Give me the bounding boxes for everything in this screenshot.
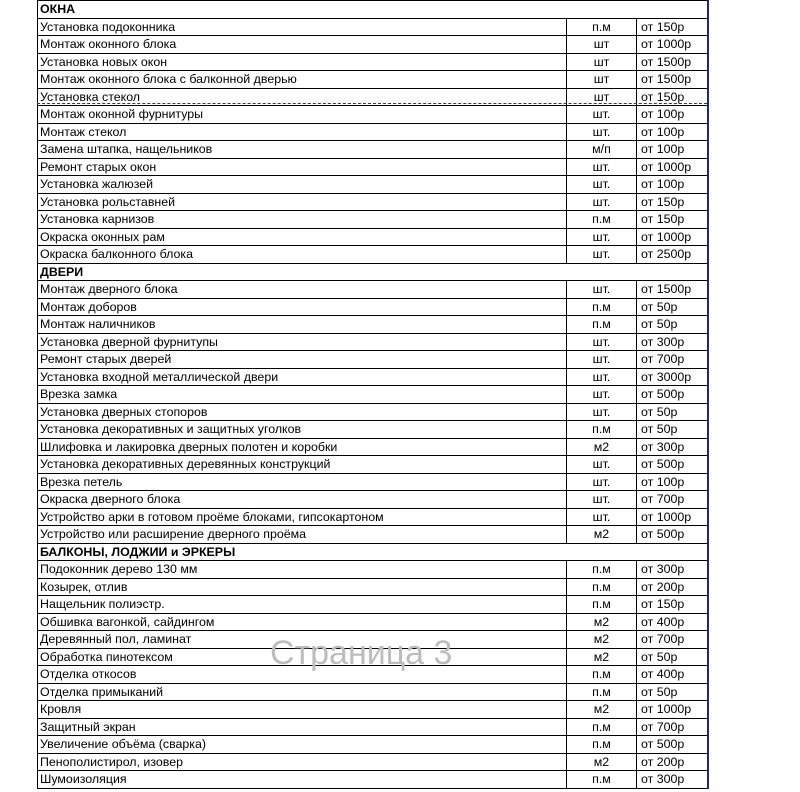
service-name-cell: Обработка пинотексом: [38, 648, 567, 666]
table-row: [38, 351, 708, 369]
price-cell: от 500р: [637, 386, 708, 404]
table-row: [38, 71, 708, 89]
unit-cell: п.м: [567, 211, 637, 229]
service-name-cell: Ремонт старых дверей: [38, 351, 567, 369]
service-name-cell: Монтаж стекол: [38, 123, 567, 141]
table-row: [38, 508, 708, 526]
unit-cell: п.м: [567, 421, 637, 439]
price-cell: от 300р: [637, 771, 708, 789]
section-title: ОКНА: [38, 1, 708, 19]
table-row: [38, 176, 708, 194]
unit-cell: м2: [567, 701, 637, 719]
price-table: [37, 0, 709, 789]
unit-cell: п.м: [567, 683, 637, 701]
unit-cell: п.м: [567, 578, 637, 596]
price-cell: от 50р: [637, 421, 708, 439]
price-cell: от 1500р: [637, 281, 708, 299]
service-name-cell: Установка новых окон: [38, 53, 567, 71]
price-cell: от 50р: [637, 648, 708, 666]
table-row: [38, 631, 708, 649]
price-cell: от 700р: [637, 718, 708, 736]
table-row: [38, 403, 708, 421]
service-name-cell: Шумоизоляция: [38, 771, 567, 789]
table-row: [38, 491, 708, 509]
page-watermark: Страница 3: [270, 634, 453, 672]
price-cell: от 700р: [637, 351, 708, 369]
table-row: [38, 193, 708, 211]
service-name-cell: Установка декоративных деревянных конструкций: [38, 456, 567, 474]
service-name-cell: Отделка примыканий: [38, 683, 567, 701]
unit-cell: м2: [567, 631, 637, 649]
section-title: БАЛКОНЫ, ЛОДЖИИ и ЭРКЕРЫ: [38, 543, 708, 561]
service-name-cell: Установка входной металлической двери: [38, 368, 567, 386]
service-name-cell: Подоконник дерево 130 мм: [38, 561, 567, 579]
price-cell: от 1500р: [637, 71, 708, 89]
section-header-row: [38, 263, 708, 281]
unit-cell: м2: [567, 753, 637, 771]
unit-cell: м2: [567, 613, 637, 631]
table-row: [38, 211, 708, 229]
table-row: [38, 683, 708, 701]
price-cell: от 100р: [637, 141, 708, 159]
table-row: [38, 158, 708, 176]
unit-cell: шт: [567, 36, 637, 54]
section-title: ДВЕРИ: [38, 263, 708, 281]
service-name-cell: Нащельник полиэстр.: [38, 596, 567, 614]
table-row: [38, 771, 708, 789]
service-name-cell: Окраска балконного блока: [38, 246, 567, 264]
service-name-cell: Окраска дверного блока: [38, 491, 567, 509]
service-name-cell: Увеличение объёма (сварка): [38, 736, 567, 754]
table-row: [38, 281, 708, 299]
service-name-cell: Установка стекол: [38, 88, 567, 106]
price-cell: от 3000р: [637, 368, 708, 386]
price-cell: от 50р: [637, 316, 708, 334]
table-row: [38, 561, 708, 579]
price-cell: от 150р: [637, 211, 708, 229]
price-cell: от 150р: [637, 18, 708, 36]
service-name-cell: Установка дверных стопоров: [38, 403, 567, 421]
service-name-cell: Устройство арки в готовом проёме блоками, гипсокартоном: [38, 508, 567, 526]
table-row: [38, 578, 708, 596]
unit-cell: шт.: [567, 246, 637, 264]
price-cell: от 1000р: [637, 36, 708, 54]
table-row: [38, 53, 708, 71]
service-name-cell: Обшивка вагонкой, сайдингом: [38, 613, 567, 631]
unit-cell: шт.: [567, 158, 637, 176]
section-header-row: [38, 543, 708, 561]
table-row: [38, 123, 708, 141]
price-cell: от 500р: [637, 456, 708, 474]
unit-cell: шт: [567, 53, 637, 71]
table-row: [38, 386, 708, 404]
table-row: [38, 526, 708, 544]
unit-cell: п.м: [567, 298, 637, 316]
price-cell: от 400р: [637, 666, 708, 684]
price-cell: от 100р: [637, 176, 708, 194]
service-name-cell: Деревянный пол, ламинат: [38, 631, 567, 649]
service-name-cell: Шлифовка и лакировка дверных полотен и коробки: [38, 438, 567, 456]
service-name-cell: Козырек, отлив: [38, 578, 567, 596]
price-cell: от 1000р: [637, 158, 708, 176]
service-name-cell: Монтаж наличников: [38, 316, 567, 334]
service-name-cell: Пенополистирол, изовер: [38, 753, 567, 771]
price-cell: от 500р: [637, 526, 708, 544]
service-name-cell: Монтаж оконного блока с балконной дверью: [38, 71, 567, 89]
price-cell: от 100р: [637, 473, 708, 491]
unit-cell: п.м: [567, 666, 637, 684]
unit-cell: шт.: [567, 368, 637, 386]
service-name-cell: Монтаж оконной фурнитуры: [38, 106, 567, 124]
table-row: [38, 701, 708, 719]
table-row: [38, 473, 708, 491]
price-cell: от 150р: [637, 596, 708, 614]
table-row: [38, 596, 708, 614]
price-cell: от 50р: [637, 683, 708, 701]
unit-cell: м/п: [567, 141, 637, 159]
table-row: [38, 613, 708, 631]
unit-cell: шт.: [567, 386, 637, 404]
price-cell: от 500р: [637, 736, 708, 754]
table-row: [38, 648, 708, 666]
table-row: [38, 298, 708, 316]
unit-cell: шт: [567, 88, 637, 106]
service-name-cell: Установка декоративных и защитных уголков: [38, 421, 567, 439]
price-cell: от 700р: [637, 631, 708, 649]
price-cell: от 300р: [637, 333, 708, 351]
price-cell: от 700р: [637, 491, 708, 509]
unit-cell: шт.: [567, 473, 637, 491]
service-name-cell: Защитный экран: [38, 718, 567, 736]
price-cell: от 200р: [637, 753, 708, 771]
table-row: [38, 368, 708, 386]
price-cell: от 1000р: [637, 508, 708, 526]
unit-cell: п.м: [567, 736, 637, 754]
table-row: [38, 666, 708, 684]
table-row: [38, 246, 708, 264]
service-name-cell: Врезка замка: [38, 386, 567, 404]
unit-cell: шт.: [567, 281, 637, 299]
service-name-cell: Установка подоконника: [38, 18, 567, 36]
unit-cell: шт.: [567, 333, 637, 351]
table-row: [38, 141, 708, 159]
price-cell: от 300р: [637, 438, 708, 456]
unit-cell: шт.: [567, 228, 637, 246]
unit-cell: шт.: [567, 508, 637, 526]
service-name-cell: Установка дверной фурнитупы: [38, 333, 567, 351]
service-name-cell: Окраска оконных рам: [38, 228, 567, 246]
unit-cell: шт.: [567, 123, 637, 141]
unit-cell: м2: [567, 526, 637, 544]
unit-cell: п.м: [567, 18, 637, 36]
price-cell: от 200р: [637, 578, 708, 596]
table-row: [38, 316, 708, 334]
unit-cell: шт.: [567, 176, 637, 194]
unit-cell: шт.: [567, 456, 637, 474]
unit-cell: п.м: [567, 771, 637, 789]
price-cell: от 2500р: [637, 246, 708, 264]
table-row: [38, 106, 708, 124]
unit-cell: п.м: [567, 718, 637, 736]
unit-cell: м2: [567, 438, 637, 456]
table-row: [38, 753, 708, 771]
price-cell: от 100р: [637, 106, 708, 124]
service-name-cell: Монтаж дверного блока: [38, 281, 567, 299]
table-row: [38, 36, 708, 54]
price-cell: от 100р: [637, 123, 708, 141]
unit-cell: м2: [567, 648, 637, 666]
table-row: [38, 421, 708, 439]
page-break-line: [37, 103, 707, 104]
unit-cell: шт.: [567, 106, 637, 124]
table-row: [38, 456, 708, 474]
table-row: [38, 18, 708, 36]
unit-cell: п.м: [567, 596, 637, 614]
service-name-cell: Монтаж доборов: [38, 298, 567, 316]
price-cell: от 150р: [637, 88, 708, 106]
unit-cell: шт.: [567, 403, 637, 421]
section-header-row: [38, 1, 708, 19]
price-cell: от 1000р: [637, 228, 708, 246]
unit-cell: п.м: [567, 561, 637, 579]
service-name-cell: Устройство или расширение дверного проёма: [38, 526, 567, 544]
unit-cell: шт.: [567, 491, 637, 509]
service-name-cell: Монтаж оконного блока: [38, 36, 567, 54]
service-name-cell: Установка карнизов: [38, 211, 567, 229]
table-row: [38, 228, 708, 246]
service-name-cell: Установка жалюзей: [38, 176, 567, 194]
price-cell: от 1000р: [637, 701, 708, 719]
price-cell: от 1500р: [637, 53, 708, 71]
unit-cell: п.м: [567, 316, 637, 334]
table-row: [38, 718, 708, 736]
table-row: [38, 438, 708, 456]
service-name-cell: Установка рольставней: [38, 193, 567, 211]
price-cell: от 400р: [637, 613, 708, 631]
unit-cell: шт.: [567, 193, 637, 211]
table-row: [38, 333, 708, 351]
service-name-cell: Ремонт старых окон: [38, 158, 567, 176]
price-cell: от 300р: [637, 561, 708, 579]
service-name-cell: Кровля: [38, 701, 567, 719]
price-cell: от 150р: [637, 193, 708, 211]
unit-cell: шт.: [567, 351, 637, 369]
service-name-cell: Замена штапка, нащельников: [38, 141, 567, 159]
service-name-cell: Врезка петель: [38, 473, 567, 491]
table-row: [38, 736, 708, 754]
price-cell: от 50р: [637, 298, 708, 316]
price-cell: от 50р: [637, 403, 708, 421]
service-name-cell: Отделка откосов: [38, 666, 567, 684]
unit-cell: шт: [567, 71, 637, 89]
